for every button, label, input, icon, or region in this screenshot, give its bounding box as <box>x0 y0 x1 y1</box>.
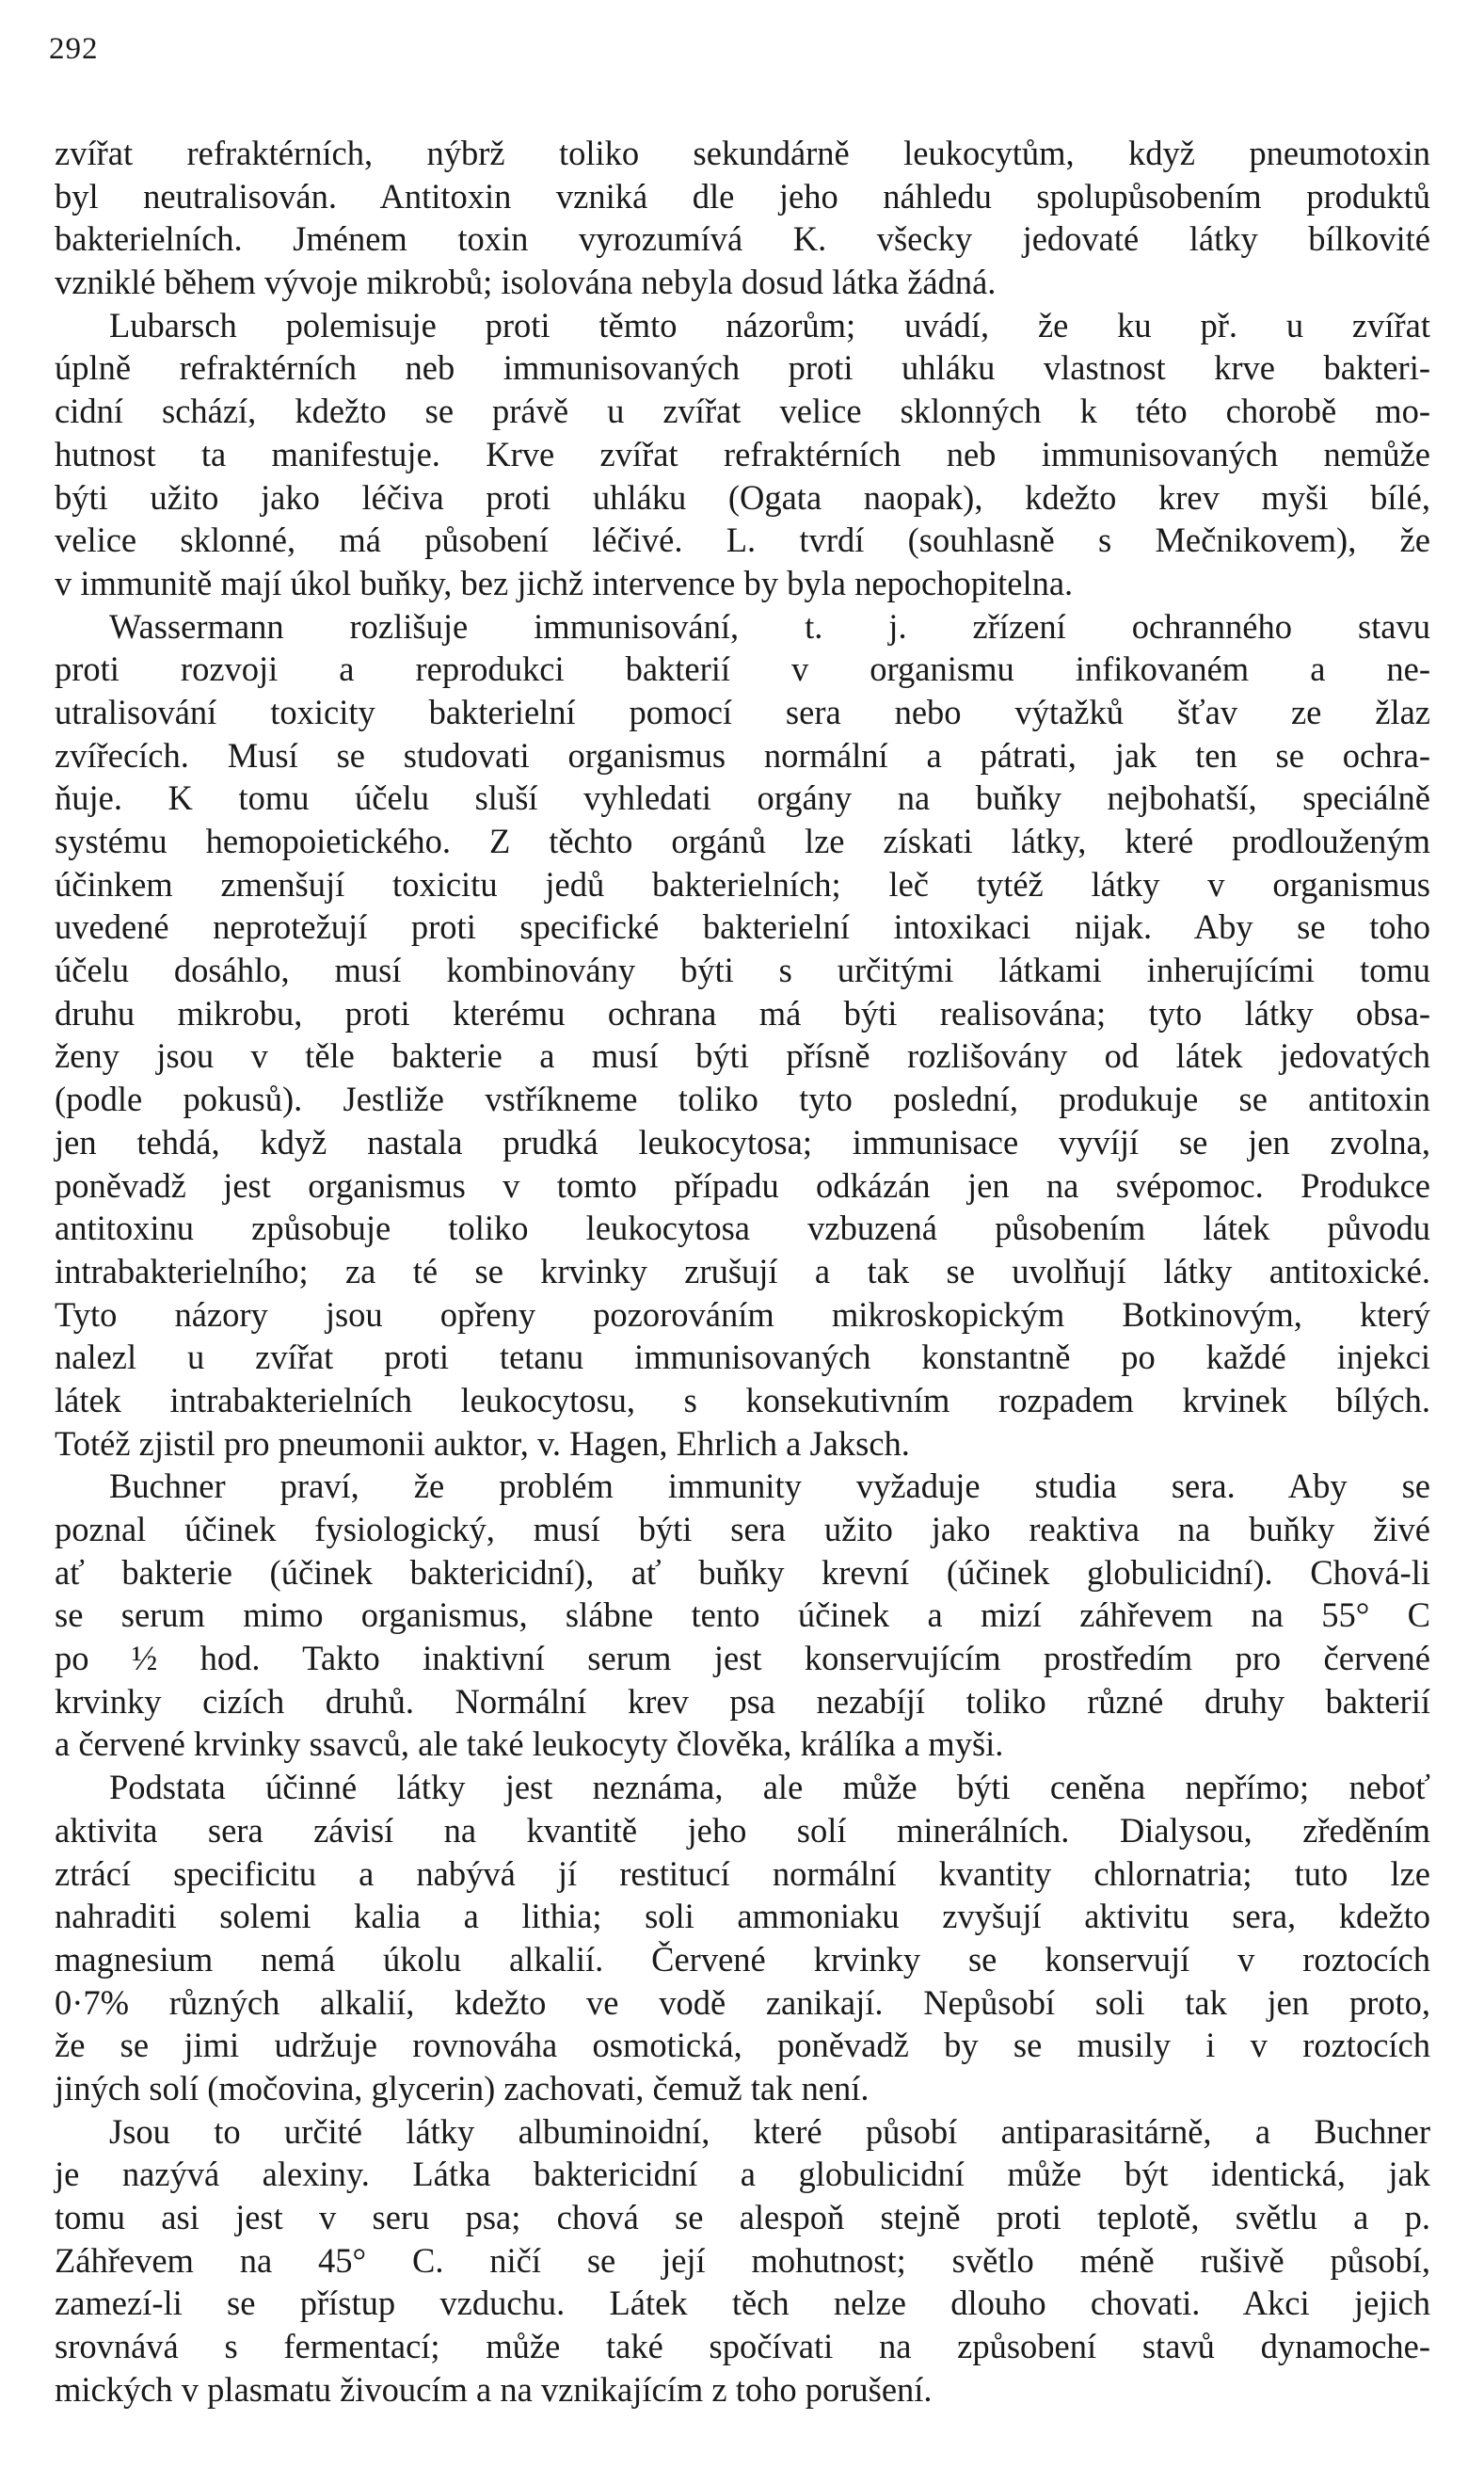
text-line: látek intrabakterielních leukocytosu, s konsekutivním rozpadem krvinek bílých. <box>55 1380 1430 1419</box>
text-line: úplně refraktérních neb immunisovaných proti uhláku vlastnost krve bakteri- <box>55 348 1430 388</box>
text-line: (podle pokusů). Jestliže vstříkneme toliko tyto poslední, produkuje se antitoxin <box>55 1080 1430 1119</box>
text-line: utralisování toxicity bakterielní pomocí sera nebo výtažků šťav ze žlaz <box>55 692 1430 731</box>
text-line: nalezl u zvířat proti tetanu immunisovaných konstantně po každé injekci <box>55 1338 1430 1377</box>
text-line: magnesium nemá úkolu alkalií. Červené krvinky se konservují v roztocích <box>55 1939 1430 1979</box>
text-line: jen tehdá, když nastala prudká leukocytosa; immunisace vyvíjí se jen zvolna, <box>55 1122 1430 1162</box>
text-line: antitoxinu způsobuje toliko leukocytosa vzbuzená působením látek původu <box>55 1209 1430 1248</box>
text-line: zvířecích. Musí se studovati organismus normální a pátrati, jak ten se ochra- <box>55 735 1430 775</box>
body-text <box>55 132 1430 2411</box>
text-line: se serum mimo organismus, slábne tento účinek a mizí záhřevem na 55° C <box>55 1595 1430 1635</box>
page-number: 292 <box>49 32 99 66</box>
text-line: zamezí-li se přístup vzduchu. Látek těch nelze dlouho chovati. Akci jejich <box>55 2284 1430 2323</box>
text-line: intrabakterielního; za té se krvinky zrušují a tak se uvolňují látky antitoxické. <box>55 1251 1430 1290</box>
text-line: byl neutralisován. Antitoxin vzniká dle jeho náhledu spolupůsobením produktů <box>55 176 1430 216</box>
text-line: poznal účinek fysiologický, musí býti sera užito jako reaktiva na buňky živé <box>55 1510 1430 1548</box>
text-line: Buchner praví, že problém immunity vyžaduje studia sera. Aby se <box>109 1466 1430 1506</box>
text-line: ženy jsou v těle bakterie a musí býti přísně rozlišovány od látek jedovatých <box>55 1036 1430 1076</box>
text-line: účelu dosáhlo, musí kombinovány býti s určitými látkami inherujícími tomu <box>55 951 1430 990</box>
text-line: poněvadž jest organismus v tomto případu odkázán jen na svépomoc. Produkce <box>55 1165 1430 1205</box>
text-line: vzniklé během vývoje mikrobů; isolována nebyla dosud látka žádná. <box>55 263 997 302</box>
text-line: Podstata účinné látky jest neznáma, ale může býti ceněna nepřímo; neboť <box>109 1768 1430 1807</box>
text-line: jiných solí (močovina, glycerin) zachovati, čemuž tak není. <box>55 2068 870 2107</box>
text-line: Wassermann rozlišuje immunisování, t. j. zřízení ochranného stavu <box>109 606 1430 646</box>
text-line: ať bakterie (účinek baktericidní), ať buňky krevní (účinek globulicidní). Chová-li <box>55 1552 1430 1592</box>
text-line: proti rozvoji a reprodukci bakterií v organismu infikovaném a ne- <box>55 649 1430 689</box>
text-line: systému hemopoietického. Z těchto orgánů lze získati látky, které prodlouženým <box>55 822 1430 860</box>
text-line: Jsou to určité látky albuminoidní, které působí antiparasitárně, a Buchner <box>109 2111 1430 2151</box>
text-line: mických v plasmatu živoucím a na vznikajícím z toho porušení. <box>55 2369 933 2409</box>
text-line: ňuje. K tomu účelu sluší vyhledati orgány na buňky nejbohatší, speciálně <box>55 778 1430 818</box>
text-line: srovnává s fermentací; může také spočívati na způsobení stavů dynamoche- <box>55 2327 1430 2366</box>
text-line: tomu asi jest v seru psa; chová se alespoň stejně proti teplotě, světlu a p. <box>55 2198 1430 2236</box>
text-line: cidní schází, kdežto se právě u zvířat velice sklonných k této chorobě mo- <box>55 392 1430 431</box>
text-line: druhu mikrobu, proti kterému ochrana má býti realisována; tyto látky obsa- <box>55 993 1430 1033</box>
text-line: a červené krvinky ssavců, ale také leukocyty člověka, králíka a myši. <box>55 1724 1004 1764</box>
text-line: v immunitě mají úkol buňky, bez jichž intervence by byla nepochopitelna. <box>55 563 1074 602</box>
text-line: že se jimi udržuje rovnováha osmotická, poněvadž by se musily i v roztocích <box>55 2026 1430 2065</box>
text-line: Záhřevem na 45° C. ničí se její mohutnost; světlo méně rušivě působí, <box>55 2240 1430 2280</box>
text-line: ztrácí specificitu a nabývá jí restitucí normální kvantity chlornatria; tuto lze <box>55 1853 1430 1893</box>
text-line: nahraditi solemi kalia a lithia; soli ammoniaku zvyšují aktivitu sera, kdežto <box>55 1897 1430 1936</box>
text-line: uvedené neprotežují proti specifické bakterielní intoxikaci nijak. Aby se toho <box>55 907 1430 947</box>
text-line: zvířat refraktérních, nýbrž toliko sekundárně leukocytům, když pneumotoxin <box>55 134 1430 172</box>
text-line: Lubarsch polemisuje proti těmto názorům; uvádí, že ku př. u zvířat <box>109 305 1430 345</box>
text-line: krvinky cizích druhů. Normální krev psa nezabíjí toliko různé druhy bakterií <box>55 1681 1430 1721</box>
text-line: velice sklonné, má působení léčivé. L. tvrdí (souhlasně s Mečnikovem), že <box>55 521 1430 560</box>
text-line: aktivita sera závisí na kvantitě jeho solí minerálních. Dialysou, zředěním <box>55 1810 1430 1850</box>
text-line: hutnost ta manifestuje. Krve zvířat refraktérních neb immunisovaných nemůže <box>55 434 1430 473</box>
text-line: po ½ hod. Takto inaktivní serum jest konservujícím prostředím pro červené <box>55 1639 1430 1678</box>
text-line: býti užito jako léčiva proti uhláku (Ogata naopak), kdežto krev myši bílé, <box>55 477 1430 517</box>
text-line: je nazývá alexiny. Látka baktericidní a globulicidní může být identická, jak <box>55 2155 1430 2194</box>
text-line: účinkem zmenšují toxicitu jedů bakterielních; leč tytéž látky v organismus <box>55 864 1430 904</box>
text-line: Totéž zjistil pro pneumonii auktor, v. Hagen, Ehrlich a Jaksch. <box>55 1423 910 1463</box>
text-line: bakterielních. Jménem toxin vyrozumívá K. všecky jedovaté látky bílkovité <box>55 219 1430 259</box>
text-line: Tyto názory jsou opřeny pozorováním mikroskopickým Botkinovým, který <box>55 1294 1430 1334</box>
text-line: 0·7% různých alkalií, kdežto ve vodě zanikají. Nepůsobí soli tak jen proto, <box>55 1982 1430 2022</box>
